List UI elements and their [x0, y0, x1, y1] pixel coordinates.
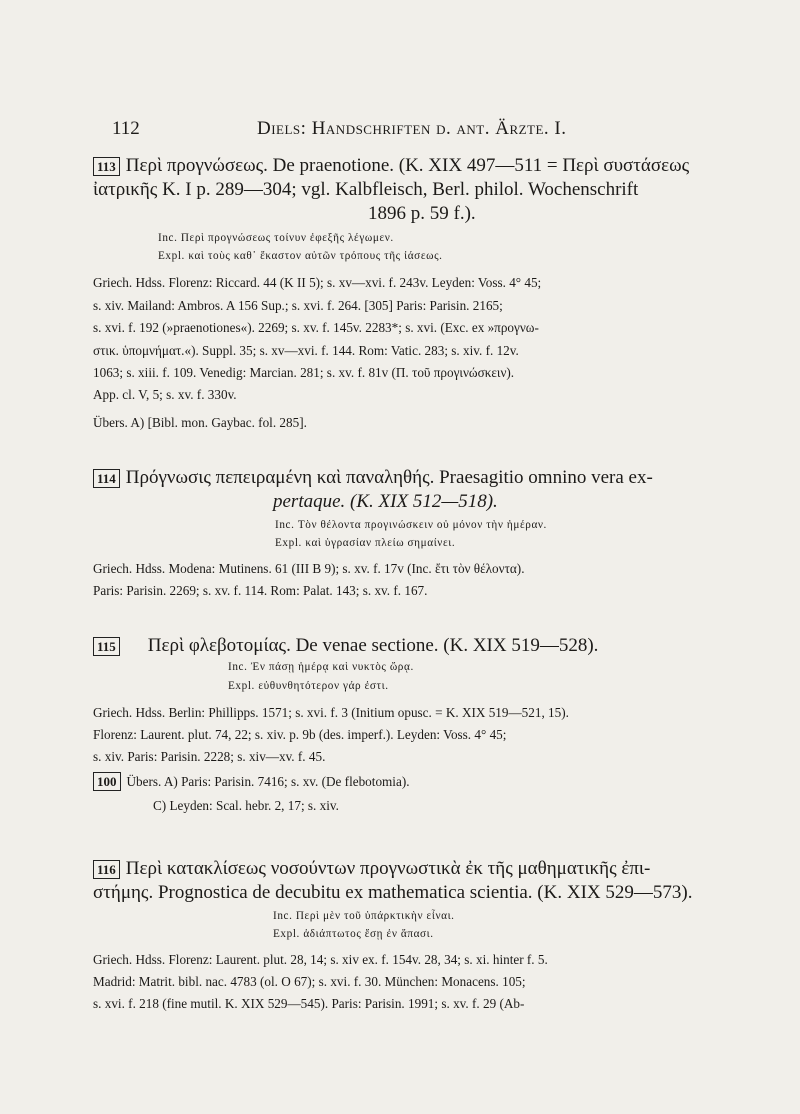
- entry-number-box: 100: [93, 772, 121, 791]
- entry-number-box: 115: [93, 637, 120, 656]
- entry-number-box: 113: [93, 157, 120, 176]
- entry-title-line-1: Πρόγνωσις πεπειραμένη καὶ παναληθής. Praesagitio omnino vera ex-: [125, 467, 653, 488]
- manuscripts-line-3: s. xvi. f. 218 (fine mutil. K. XIX 529—545). Paris: Parisin. 1991; s. xv. f. 29 (Ab-: [93, 996, 525, 1011]
- entry-title-line-2: στήμης. Prognostica de decubitu ex mathematica scientia. (K. XIX 529—573).: [93, 882, 693, 903]
- manuscripts-line-2: Florenz: Laurent. plut. 74, 22; s. xiv. p. 9b (des. imperf.). Leyden: Voss. 4° 45;: [93, 727, 507, 742]
- manuscripts-line-3: s. xiv. Paris: Parisin. 2228; s. xiv—xv. f. 45.: [93, 749, 326, 764]
- manuscripts-line-1: Griech. Hdss. Florenz: Riccard. 44 (K II 5); s. xv—xvi. f. 243v. Leyden: Voss. 4° 45;: [93, 275, 542, 290]
- manuscripts-line-5: 1063; s. xiii. f. 109. Venedig: Marcian. 281; s. xv. f. 81v (Π. τοῦ προγινώσκειν).: [93, 365, 515, 380]
- manuscripts-line-2: s. xiv. Mailand: Ambros. A 156 Sup.; s. xvi. f. 264. [305] Paris: Parisin. 2165;: [93, 298, 503, 313]
- running-title: Diels: Handschriften d. ant. Ärzte. I.: [257, 118, 567, 139]
- entry-number-box: 114: [93, 469, 120, 488]
- entry-title-line-2: ἰατρικῆς K. I p. 289—304; vgl. Kalbfleisch, Berl. philol. Wochenschrift: [93, 179, 639, 200]
- translations-line-2: C) Leyden: Scal. hebr. 2, 17; s. xiv.: [153, 798, 339, 813]
- manuscripts-line-6: App. cl. V, 5; s. xv. f. 330v.: [93, 387, 237, 402]
- manuscripts-line-3: s. xvi. f. 192 (»praenotiones«). 2269; s. xv. f. 145v. 2283*; s. xvi. (Exc. ex »προγνω-: [93, 320, 539, 335]
- incipit: Inc. Ἐν πάσῃ ἡμέρᾳ καὶ νυκτὸς ὥρᾳ.: [228, 661, 414, 673]
- entry-title-line-2: pertaque. (K. XIX 512—518).: [273, 491, 498, 512]
- manuscripts-line-2: Madrid: Matrit. bibl. nac. 4783 (ol. O 67); s. xvi. f. 30. München: Monacens. 105;: [93, 974, 526, 989]
- manuscripts-line-1: Griech. Hdss. Modena: Mutinens. 61 (III B 9); s. xv. f. 17v (Inc. ἔτι τὸν θέλοντα).: [93, 561, 525, 576]
- manuscripts-line-1: Griech. Hdss. Florenz: Laurent. plut. 28, 14; s. xiv ex. f. 154v. 28, 34; s. xi. hinter f. 5.: [93, 952, 548, 967]
- manuscripts-line-2: Paris: Parisin. 2269; s. xv. f. 114. Rom: Palat. 143; s. xv. f. 167.: [93, 583, 428, 598]
- translations-line: Übers. A) [Bibl. mon. Gaybac. fol. 285].: [93, 415, 307, 430]
- incipit: Inc. Περὶ μὲν τοῦ ὑπάρκτικὴν εἶναι.: [273, 910, 455, 922]
- explicit: Expl. καὶ ὑγρασίαν πλείω σημαίνει.: [275, 537, 456, 549]
- entry-title-line-1: Περὶ προγνώσεως. De praenotione. (K. XIX 497—511 = Περὶ συστάσεως: [125, 155, 690, 176]
- manuscripts-line-4: στικ. ὑπομνήματ.«). Suppl. 35; s. xv—xvi. f. 144. Rom: Vatic. 283; s. xiv. f. 12v.: [93, 343, 519, 358]
- entry-title-line-1: Περὶ φλεβοτομίας. De venae sectione. (K. XIX 519—528).: [147, 635, 599, 656]
- entry-number-box: 116: [93, 860, 120, 879]
- manuscripts-line-1: Griech. Hdss. Berlin: Phillipps. 1571; s. xvi. f. 3 (Initium opusc. = K. XIX 519—521, 15).: [93, 705, 569, 720]
- explicit: Expl. εὐθυνθητότερον γάρ ἐστι.: [228, 680, 389, 692]
- translations-line-1: Übers. A) Paris: Parisin. 7416; s. xv. (De flebotomia).: [126, 774, 410, 789]
- incipit: Inc. Τὸν θέλοντα προγινώσκειν οὐ μόνον τὴν ἡμέραν.: [275, 519, 547, 531]
- explicit: Expl. ἀδιάπτωτος ἔσῃ ἐν ἅπασι.: [273, 928, 434, 940]
- incipit: Inc. Περὶ προγνώσεως τοίνυν ἐφεξῆς λέγωμεν.: [158, 232, 394, 244]
- explicit: Expl. καὶ τοὺς καθ᾽ ἕκαστον αὐτῶν τρόπους τῆς ἰάσεως.: [158, 250, 443, 262]
- page-number: 112: [112, 118, 140, 139]
- entry-title-line-1: Περὶ κατακλίσεως νοσούντων προγνωστικὰ ἐκ τῆς μαθηματικῆς ἐπι-: [125, 858, 651, 879]
- entry-title-line-3: 1896 p. 59 f.).: [368, 203, 476, 224]
